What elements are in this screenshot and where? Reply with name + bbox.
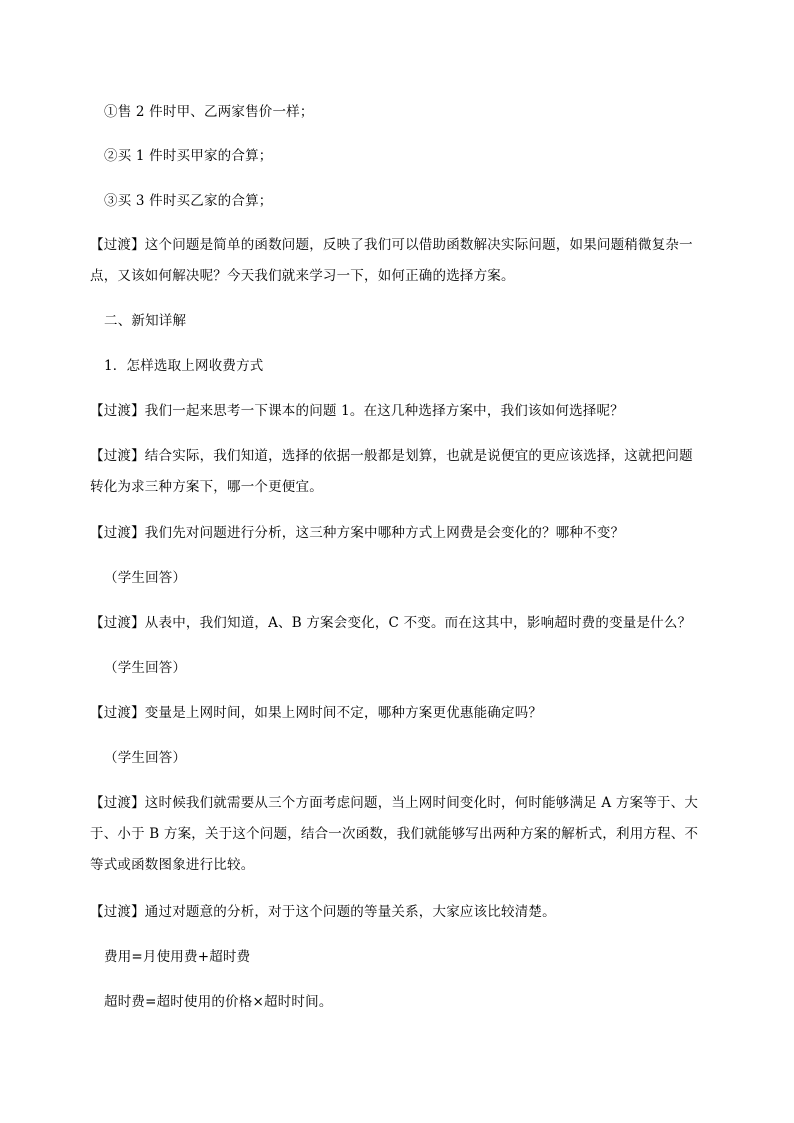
section-heading: 二、新知详解 [104, 313, 187, 329]
formula-cost: 费用=月使用费+超时费 [104, 949, 251, 965]
transition-paragraph-1: 【过渡】我们一起来思考一下课本的问题 1。在这几种选择方案中，我们该如何选择呢？ [90, 403, 624, 419]
transition-paragraph-intro: 【过渡】这个问题是简单的函数问题，反映了我们可以借助函数解决实际问题，如果问题稍微复杂一点，又该如何解决呢？今天我们就来学习一下，如何正确的选择方案。 [90, 237, 693, 284]
subsection-heading: 1．怎样选取上网收费方式 [104, 358, 264, 374]
transition-paragraph-6: 【过渡】这时候我们就需要从三个方面考虑问题，当上网时间变化时，何时能够满足 A 方案等于、大于、小于 B 方案，关于这个问题，结合一次函数，我们就能够写出两种方案的解析式，利用方程、不等式或函数图象进行比较。 [90, 795, 699, 873]
item-3: ③买 3 件时买乙家的合算； [104, 193, 273, 209]
student-answer: （学生回答） [104, 750, 187, 766]
transition-paragraph-2: 【过渡】结合实际，我们知道，选择的依据一般都是划算，也就是说便宜的更应该选择，这就把问题转化为求三种方案下，哪一个更便宜。 [90, 448, 693, 495]
transition-paragraph-4: 【过渡】从表中，我们知道，A、B 方案会变化，C 不变。而在这其中，影响超时费的变量是什么？ [90, 615, 692, 631]
item-1: ①售 2 件时甲、乙两家售价一样； [104, 104, 314, 120]
transition-paragraph-7: 【过渡】通过对题意的分析，对于这个问题的等量关系，大家应该比较清楚。 [90, 904, 556, 920]
student-answer: （学生回答） [104, 660, 187, 676]
student-answer: （学生回答） [104, 570, 187, 586]
transition-paragraph-3: 【过渡】我们先对问题进行分析，这三种方案中哪种方式上网费是会变化的？哪种不变？ [90, 525, 625, 541]
formula-overtime-fee: 超时费=超时使用的价格×超时时间。 [104, 994, 333, 1010]
transition-paragraph-5: 【过渡】变量是上网时间，如果上网时间不定，哪种方案更优惠能确定吗？ [90, 705, 543, 721]
item-2: ②买 1 件时买甲家的合算； [104, 148, 273, 164]
